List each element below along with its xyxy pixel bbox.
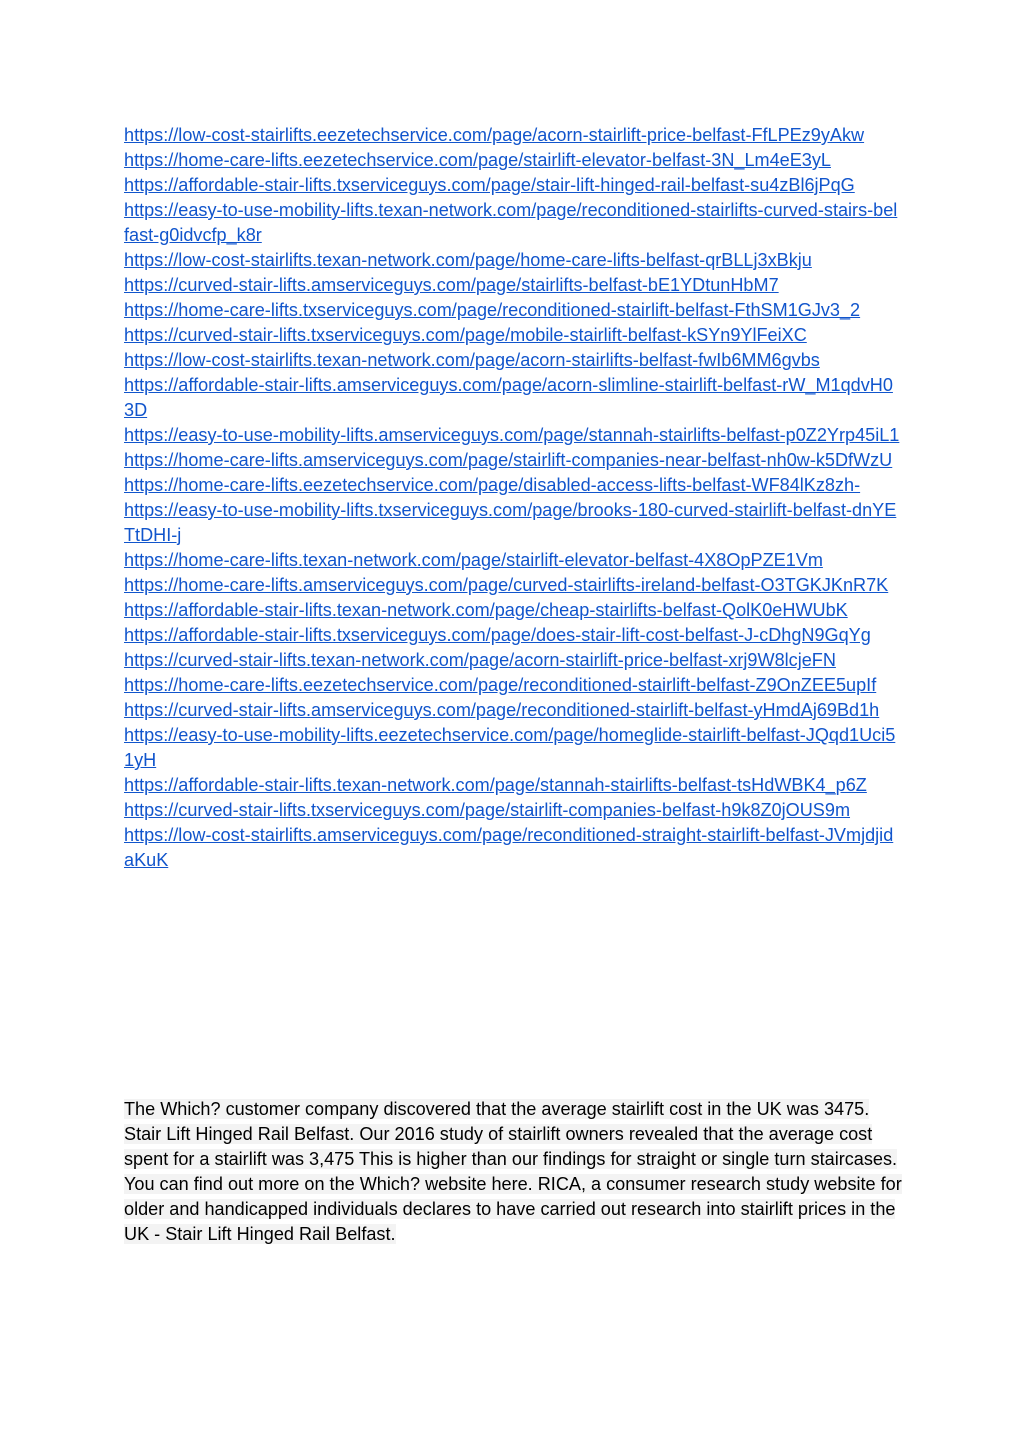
list-item [124,448,900,473]
link-20[interactable]: https://curved-stair-lifts.amserviceguys.com/page/reconditioned-stairlift-belfast-yHmdAj69Bd1h [124,700,880,720]
link-18[interactable]: https://curved-stair-lifts.texan-network.com/page/acorn-stairlift-price-belfast-xrj9W8lcjeFN [124,650,836,670]
list-item [124,423,900,448]
list-item [124,173,900,198]
body-paragraph [124,1097,904,1247]
link-0[interactable]: https://low-cost-stairlifts.eezetechservice.com/page/acorn-stairlift-price-belfast-FfLPEz9yAkw [124,125,865,145]
link-24[interactable]: https://low-cost-stairlifts.amserviceguys.com/page/reconditioned-straight-stairlift-belfast-JVmjdjidaKuK [124,825,894,870]
link-14[interactable]: https://home-care-lifts.texan-network.com/page/stairlift-elevator-belfast-4X8OpPZE1Vm [124,550,823,570]
list-item [124,298,900,323]
list-item [124,473,900,498]
list-item [124,548,900,573]
link-13[interactable]: https://easy-to-use-mobility-lifts.txserviceguys.com/page/brooks-180-curved-stairlift-belfast-dnYETtDHI-j [124,500,897,545]
link-8[interactable]: https://low-cost-stairlifts.texan-network.com/page/acorn-stairlifts-belfast-fwIb6MM6gvbs [124,350,820,370]
list-item [124,148,900,173]
list-item [124,248,900,273]
link-7[interactable]: https://curved-stair-lifts.txserviceguys.com/page/mobile-stairlift-belfast-kSYn9YlFeiXC [124,325,807,345]
link-4[interactable]: https://low-cost-stairlifts.texan-network.com/page/home-care-lifts-belfast-qrBLLj3xBkju [124,250,812,270]
list-item [124,698,900,723]
list-item [124,723,900,773]
list-item [124,598,900,623]
list-item [124,498,900,548]
link-10[interactable]: https://easy-to-use-mobility-lifts.amserviceguys.com/page/stannah-stairlifts-belfast-p0Z2Yrp45iL1 [124,425,900,445]
link-22[interactable]: https://affordable-stair-lifts.texan-network.com/page/stannah-stairlifts-belfast-tsHdWBK4_p6Z [124,775,867,795]
list-item [124,373,900,423]
link-11[interactable]: https://home-care-lifts.amserviceguys.com/page/stairlift-companies-near-belfast-nh0w-k5DfWzU [124,450,893,470]
list-item [124,198,900,248]
list-item [124,648,900,673]
list-item [124,823,900,873]
link-23[interactable]: https://curved-stair-lifts.txserviceguys.com/page/stairlift-companies-belfast-h9k8Z0jOUS9m [124,800,851,820]
link-5[interactable]: https://curved-stair-lifts.amserviceguys.com/page/stairlifts-belfast-bE1YDtunHbM7 [124,275,779,295]
paragraph-text: The Which? customer company discovered that the average stairlift cost in the UK was 3475. Stair Lift Hinged Rail Belfast. Our 2016 study of stairlift owners revealed that the average cost spent for a stairlift was 3,475 This is higher than our findings for straight or single turn staircases. You can find out more on the Which? website here. RICA, a consumer research study website for older and handicapped individuals declares to have carried out research into stairlift prices in the UK - Stair Lift Hinged Rail Belfast. [124,1099,902,1244]
list-item [124,323,900,348]
link-list [124,123,900,873]
list-item [124,573,900,598]
list-item [124,273,900,298]
list-item [124,798,900,823]
link-6[interactable]: https://home-care-lifts.txserviceguys.com/page/reconditioned-stairlift-belfast-FthSM1GJv3_2 [124,300,861,320]
link-3[interactable]: https://easy-to-use-mobility-lifts.texan-network.com/page/reconditioned-stairlifts-curved-stairs-belfast-g0idvcfp_k8r [124,200,898,245]
link-12[interactable]: https://home-care-lifts.eezetechservice.com/page/disabled-access-lifts-belfast-WF84lKz8zh- [124,475,861,495]
link-2[interactable]: https://affordable-stair-lifts.txserviceguys.com/page/stair-lift-hinged-rail-belfast-su4zBl6jPqG [124,175,855,195]
link-19[interactable]: https://home-care-lifts.eezetechservice.com/page/reconditioned-stairlift-belfast-Z9OnZEE5upIf [124,675,877,695]
link-16[interactable]: https://affordable-stair-lifts.texan-network.com/page/cheap-stairlifts-belfast-QolK0eHWUbK [124,600,848,620]
link-17[interactable]: https://affordable-stair-lifts.txserviceguys.com/page/does-stair-lift-cost-belfast-J-cDhgN9GqYg [124,625,871,645]
link-15[interactable]: https://home-care-lifts.amserviceguys.com/page/curved-stairlifts-ireland-belfast-O3TGKJKnR7K [124,575,889,595]
list-item [124,123,900,148]
list-item [124,673,900,698]
list-item [124,773,900,798]
link-21[interactable]: https://easy-to-use-mobility-lifts.eezetechservice.com/page/homeglide-stairlift-belfast-JQqd1Uci51yH [124,725,896,770]
list-item [124,623,900,648]
list-item [124,348,900,373]
link-1[interactable]: https://home-care-lifts.eezetechservice.com/page/stairlift-elevator-belfast-3N_Lm4eE3yL [124,150,831,170]
link-9[interactable]: https://affordable-stair-lifts.amserviceguys.com/page/acorn-slimline-stairlift-belfast-rW_M1qdvH03D [124,375,893,420]
